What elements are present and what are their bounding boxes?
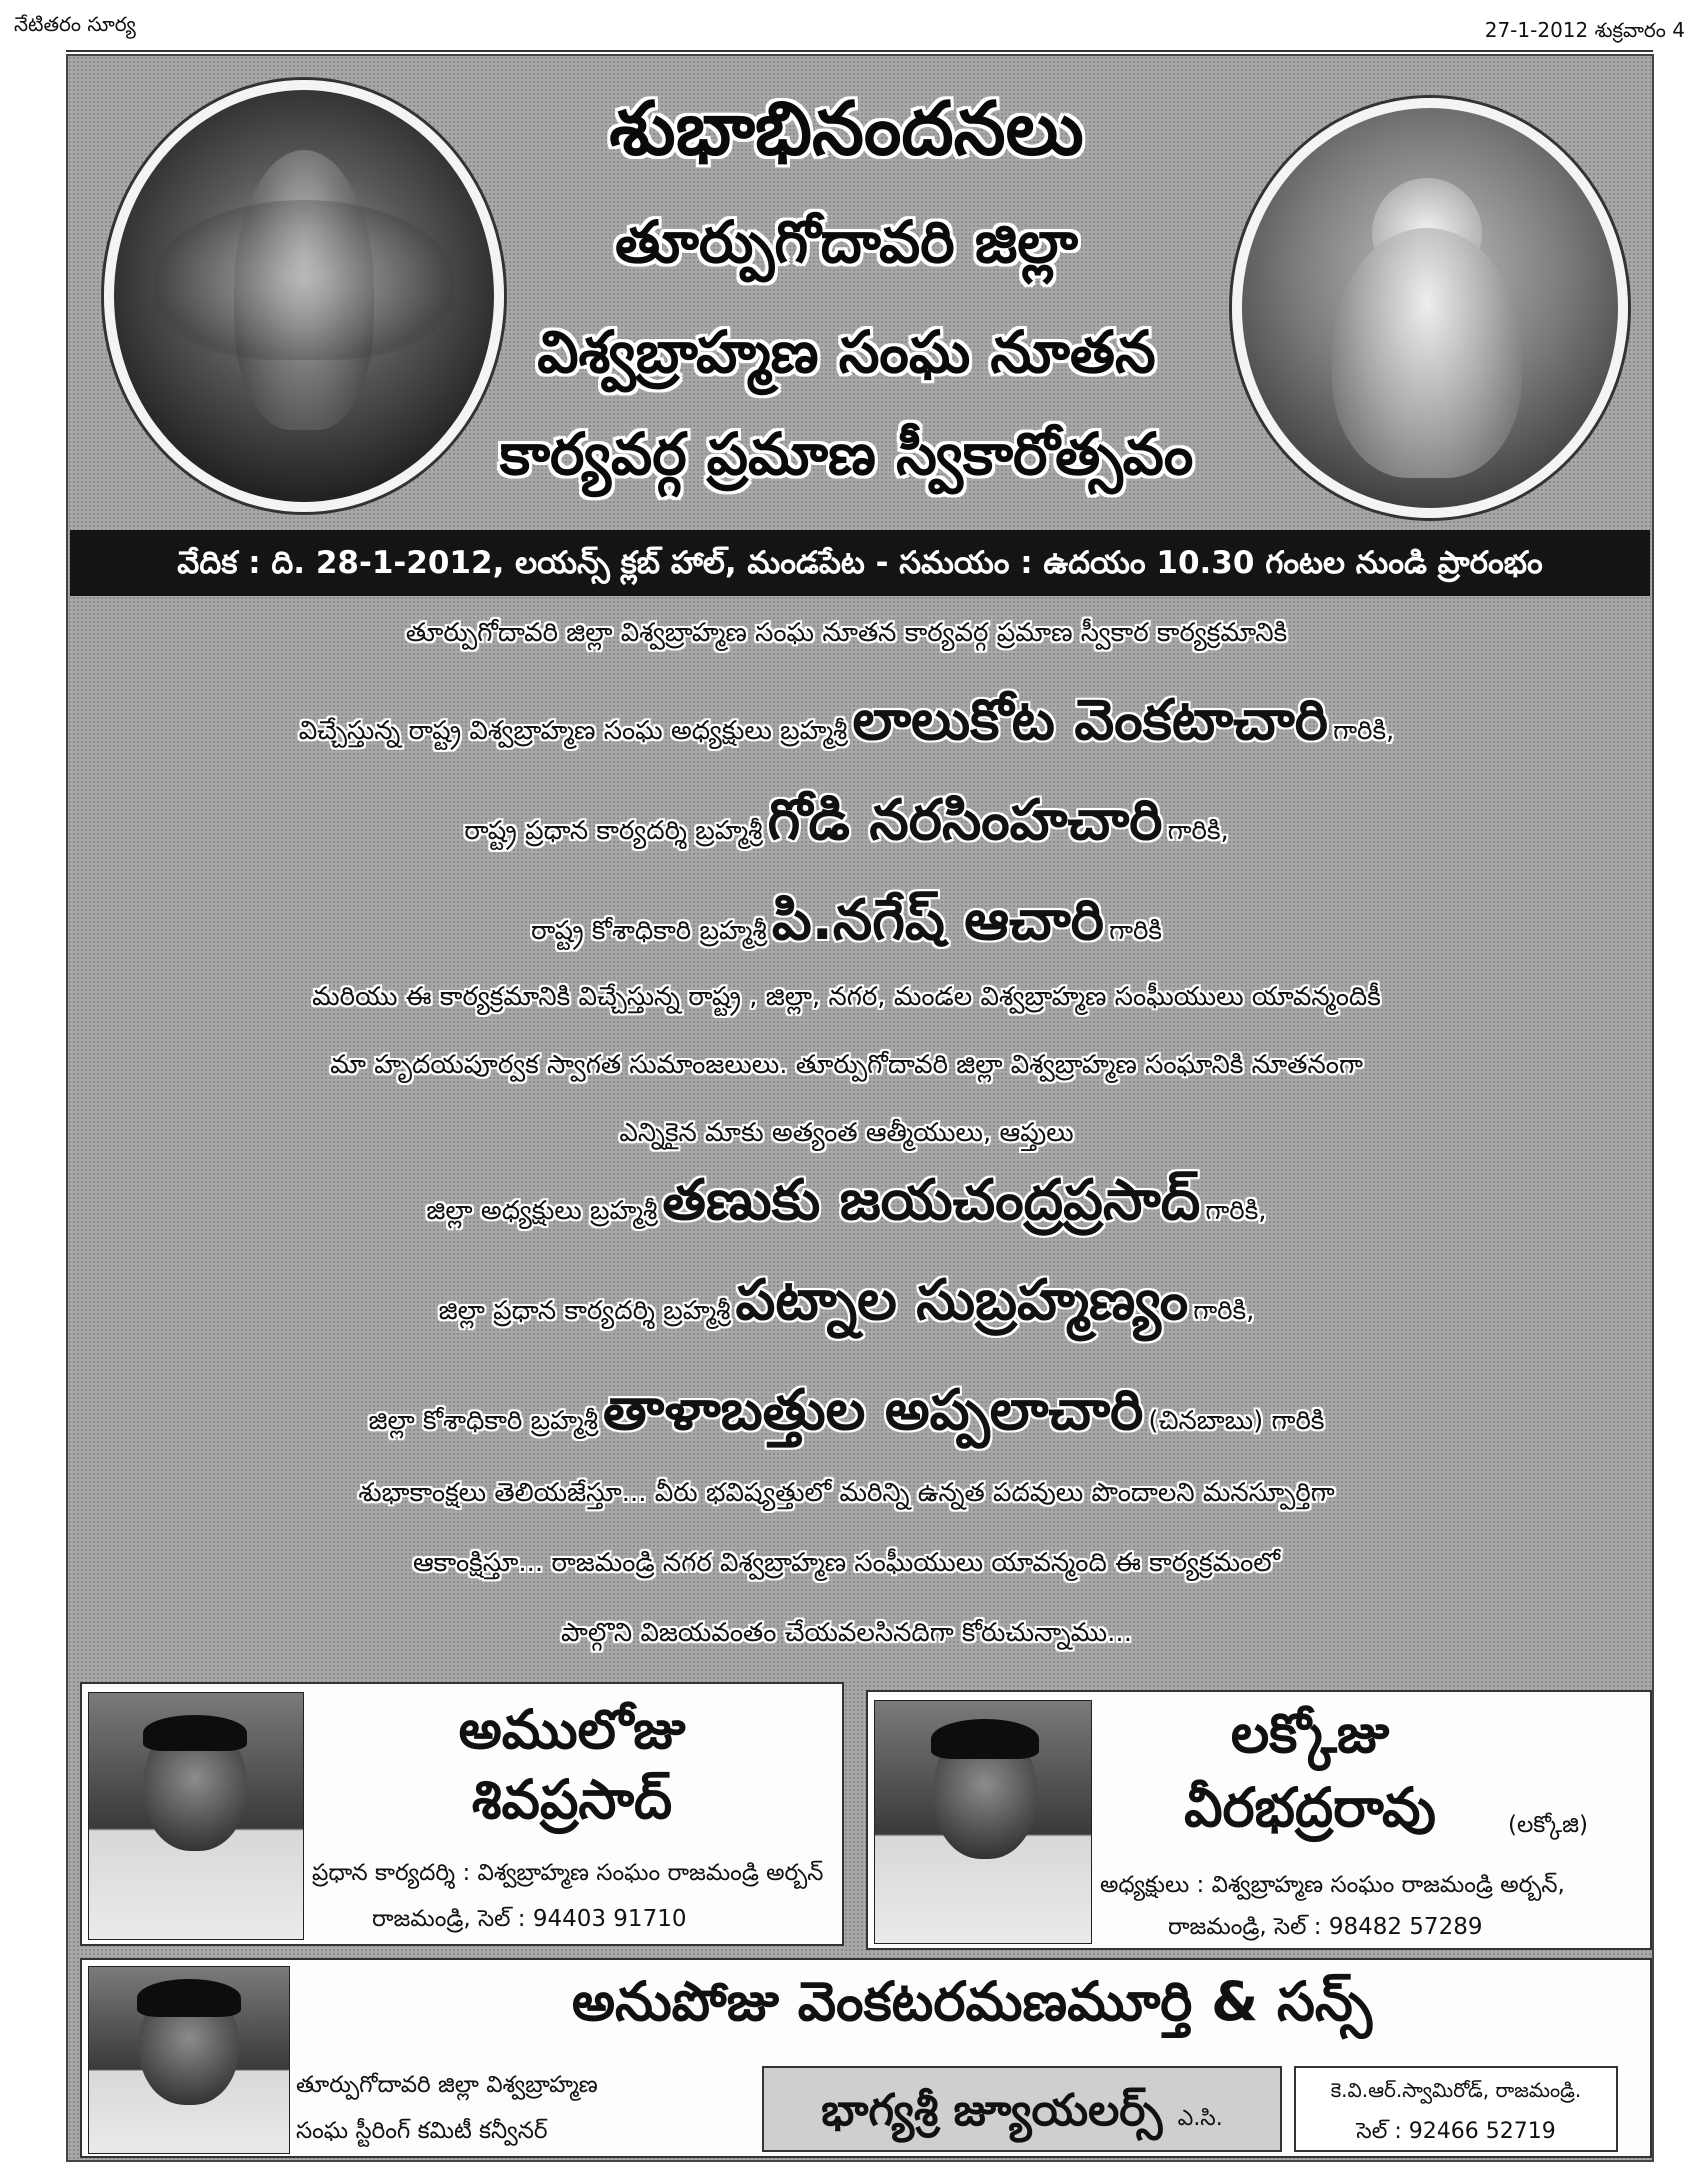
person-card-2	[866, 1690, 1652, 1950]
intro-line: తూర్పుగోదావరి జిల్లా విశ్వబ్రాహ్మణ సంఘ నూతన కార్యవర్గ ప్రమాణ స్వీకార కార్యక్రమానికి	[405, 618, 1288, 648]
wishes-line-3: పాల్గొని విజయవంతం చేయవలసినదిగా కోరుచున్నాము...	[561, 1618, 1132, 1648]
person-2-alias: (లక్కోజి)	[1508, 1812, 1588, 1838]
person-2-first-name: లక్కోజు	[1230, 1702, 1390, 1765]
district-secretary-suffix: గారికి,	[1193, 1296, 1255, 1326]
shop-address: కె.వి.ఆర్.స్వామిరోడ్, రాజమండ్రి.	[1330, 2078, 1582, 2102]
state-secretary-suffix: గారికి,	[1167, 816, 1229, 846]
person-2-last-name: వీరభద్రరావు	[1184, 1776, 1436, 1839]
person-hair-1	[143, 1715, 247, 1751]
masthead-date: 27-1-2012 శుక్రవారం 4	[1484, 18, 1685, 42]
district-president-suffix: గారికి,	[1205, 1196, 1267, 1226]
headline-district: తూర్పుగోదావరి జిల్లా	[615, 208, 1078, 276]
headline-greetings: శుభాభినందనలు	[609, 86, 1084, 172]
welcome-line-3: ఎన్నికైన మాకు అత్యంత ఆత్మీయులు, ఆప్తులు	[619, 1118, 1074, 1148]
district-treasurer-name: తాళాబత్తుల అప్పలాచారి	[602, 1378, 1144, 1443]
district-secretary-name: పట్నాల సుబ్రహ్మణ్యం	[735, 1268, 1189, 1333]
masthead	[0, 0, 1693, 48]
state-secretary-line	[0, 788, 1693, 867]
state-treasurer-title: రాష్ట్ర కోశాధికారి బ్రహ్మశ్రీ	[530, 916, 767, 946]
venue-banner: వేదిక : ది. 28-1-2012, లయన్స్ క్లబ్ హాల్, మండపేట - సమయం : ఉదయం 10.30 గంటల నుండి ప్రారంభం	[70, 530, 1650, 596]
district-secretary-title: జిల్లా ప్రధాన కార్యదర్శి బ్రహ్మశ్రీ	[438, 1296, 731, 1326]
welcome-line-1: మరియు ఈ కార్యక్రమానికి విచ్చేస్తున్న రాష్ట్ర , జిల్లా, నగర, మండల విశ్వబ్రాహ్మణ సంఘీయులు యావన్మందికీ	[312, 982, 1381, 1012]
state-treasurer-name: పి.నగేష్ ఆచారి	[771, 888, 1104, 953]
district-treasurer-line	[0, 1378, 1693, 1457]
state-president-title: విచ్చేస్తున్న రాష్ట్ర విశ్వబ్రాహ్మణ సంఘ అధ్యక్షులు బ్రహ్మశ్రీ	[298, 716, 848, 746]
person-1-contact: రాజమండ్రి, సెల్ : 94403 91710	[372, 1906, 687, 1932]
person-3-role-2: సంఘ స్టీరింగ్ కమిటీ కన్వీనర్	[296, 2118, 548, 2144]
person-3-role-1: తూర్పుగోదావరి జిల్లా విశ్వబ్రాహ్మణ	[296, 2072, 598, 2098]
masthead-left: నేటితరం సూర్య	[14, 12, 136, 36]
person-1-last-name: శివప్రసాద్	[471, 1768, 673, 1831]
jewellery-shop-banner	[762, 2066, 1282, 2152]
state-treasurer-line	[0, 888, 1693, 967]
jewellery-shop-suffix: ఎ.సి.	[1177, 2106, 1223, 2131]
state-secretary-name: గోడి నరసింహచారి	[767, 788, 1163, 853]
district-president-title: జిల్లా అధ్యక్షులు బ్రహ్మశ్రీ	[426, 1196, 658, 1226]
state-president-suffix: గారికి,	[1333, 716, 1395, 746]
welcome-line-2: మా హృదయపూర్వక స్వాగత సుమాంజలులు. తూర్పుగోదావరి జిల్లా విశ్వబ్రాహ్మణ సంఘానికి నూతనంగా	[330, 1050, 1363, 1080]
person-1-first-name: అములోజు	[458, 1698, 686, 1761]
shop-address-box	[1294, 2066, 1618, 2152]
district-president-name: తణుకు జయచంద్రప్రసాద్	[662, 1168, 1201, 1233]
person-2-contact: రాజమండ్రి, సెల్ : 98482 57289	[1168, 1914, 1483, 1940]
headline-association: విశ్వబ్రాహ్మణ సంఘ నూతన	[537, 318, 1156, 386]
state-president-line	[0, 688, 1693, 767]
shop-cell: సెల్ : 92466 52719	[1356, 2119, 1556, 2144]
person-hair-3	[137, 1979, 241, 2017]
wishes-line-2: ఆకాంక్షిస్తూ... రాజమండ్రి నగర విశ్వబ్రాహ్మణ సంఘీయులు యావన్మంది ఈ కార్యక్రమంలో	[412, 1548, 1281, 1578]
masthead-rule	[66, 50, 1653, 52]
person-photo-1	[88, 1692, 304, 1940]
district-treasurer-suffix: (చినబాబు) గారికి	[1148, 1406, 1325, 1436]
person-photo-2	[874, 1700, 1092, 1944]
person-hair-2	[931, 1719, 1039, 1759]
state-treasurer-suffix: గారికి	[1109, 916, 1162, 946]
state-secretary-title: రాష్ట్ర ప్రధాన కార్యదర్శి బ్రహ్మశ్రీ	[464, 816, 763, 846]
district-secretary-line	[0, 1268, 1693, 1347]
person-2-role: అధ్యక్షులు : విశ్వబ్రాహ్మణ సంఘం రాజమండ్రి అర్బన్,	[1100, 1872, 1565, 1898]
person-photo-3	[88, 1966, 290, 2154]
district-president-line	[0, 1168, 1693, 1247]
district-treasurer-title: జిల్లా కోశాధికారి బ్రహ్మశ్రీ	[368, 1406, 598, 1436]
jewellery-shop-name: భాగ్యశ్రీ జ్యూయలర్స్	[821, 2085, 1163, 2136]
wishes-line-1: శుభాకాంక్షలు తెలియజేస్తూ... వీరు భవిష్యత్తులో మరిన్ని ఉన్నత పదవులు పొందాలని మనస్పూర్తిగా	[358, 1478, 1335, 1508]
person-card-1	[80, 1682, 844, 1946]
person-1-role: ప్రధాన కార్యదర్శి : విశ్వబ్రాహ్మణ సంఘం రాజమండ్రి అర్బన్	[312, 1860, 824, 1886]
person-3-name: అనుపోజు వెంకటరమణమూర్తి & సన్స్	[571, 1970, 1373, 2033]
state-president-name: లాలుకోట వెంకటాచారి	[852, 688, 1329, 753]
headline-ceremony: కార్యవర్గ ప్రమాణ స్వీకారోత్సవం	[499, 420, 1194, 488]
